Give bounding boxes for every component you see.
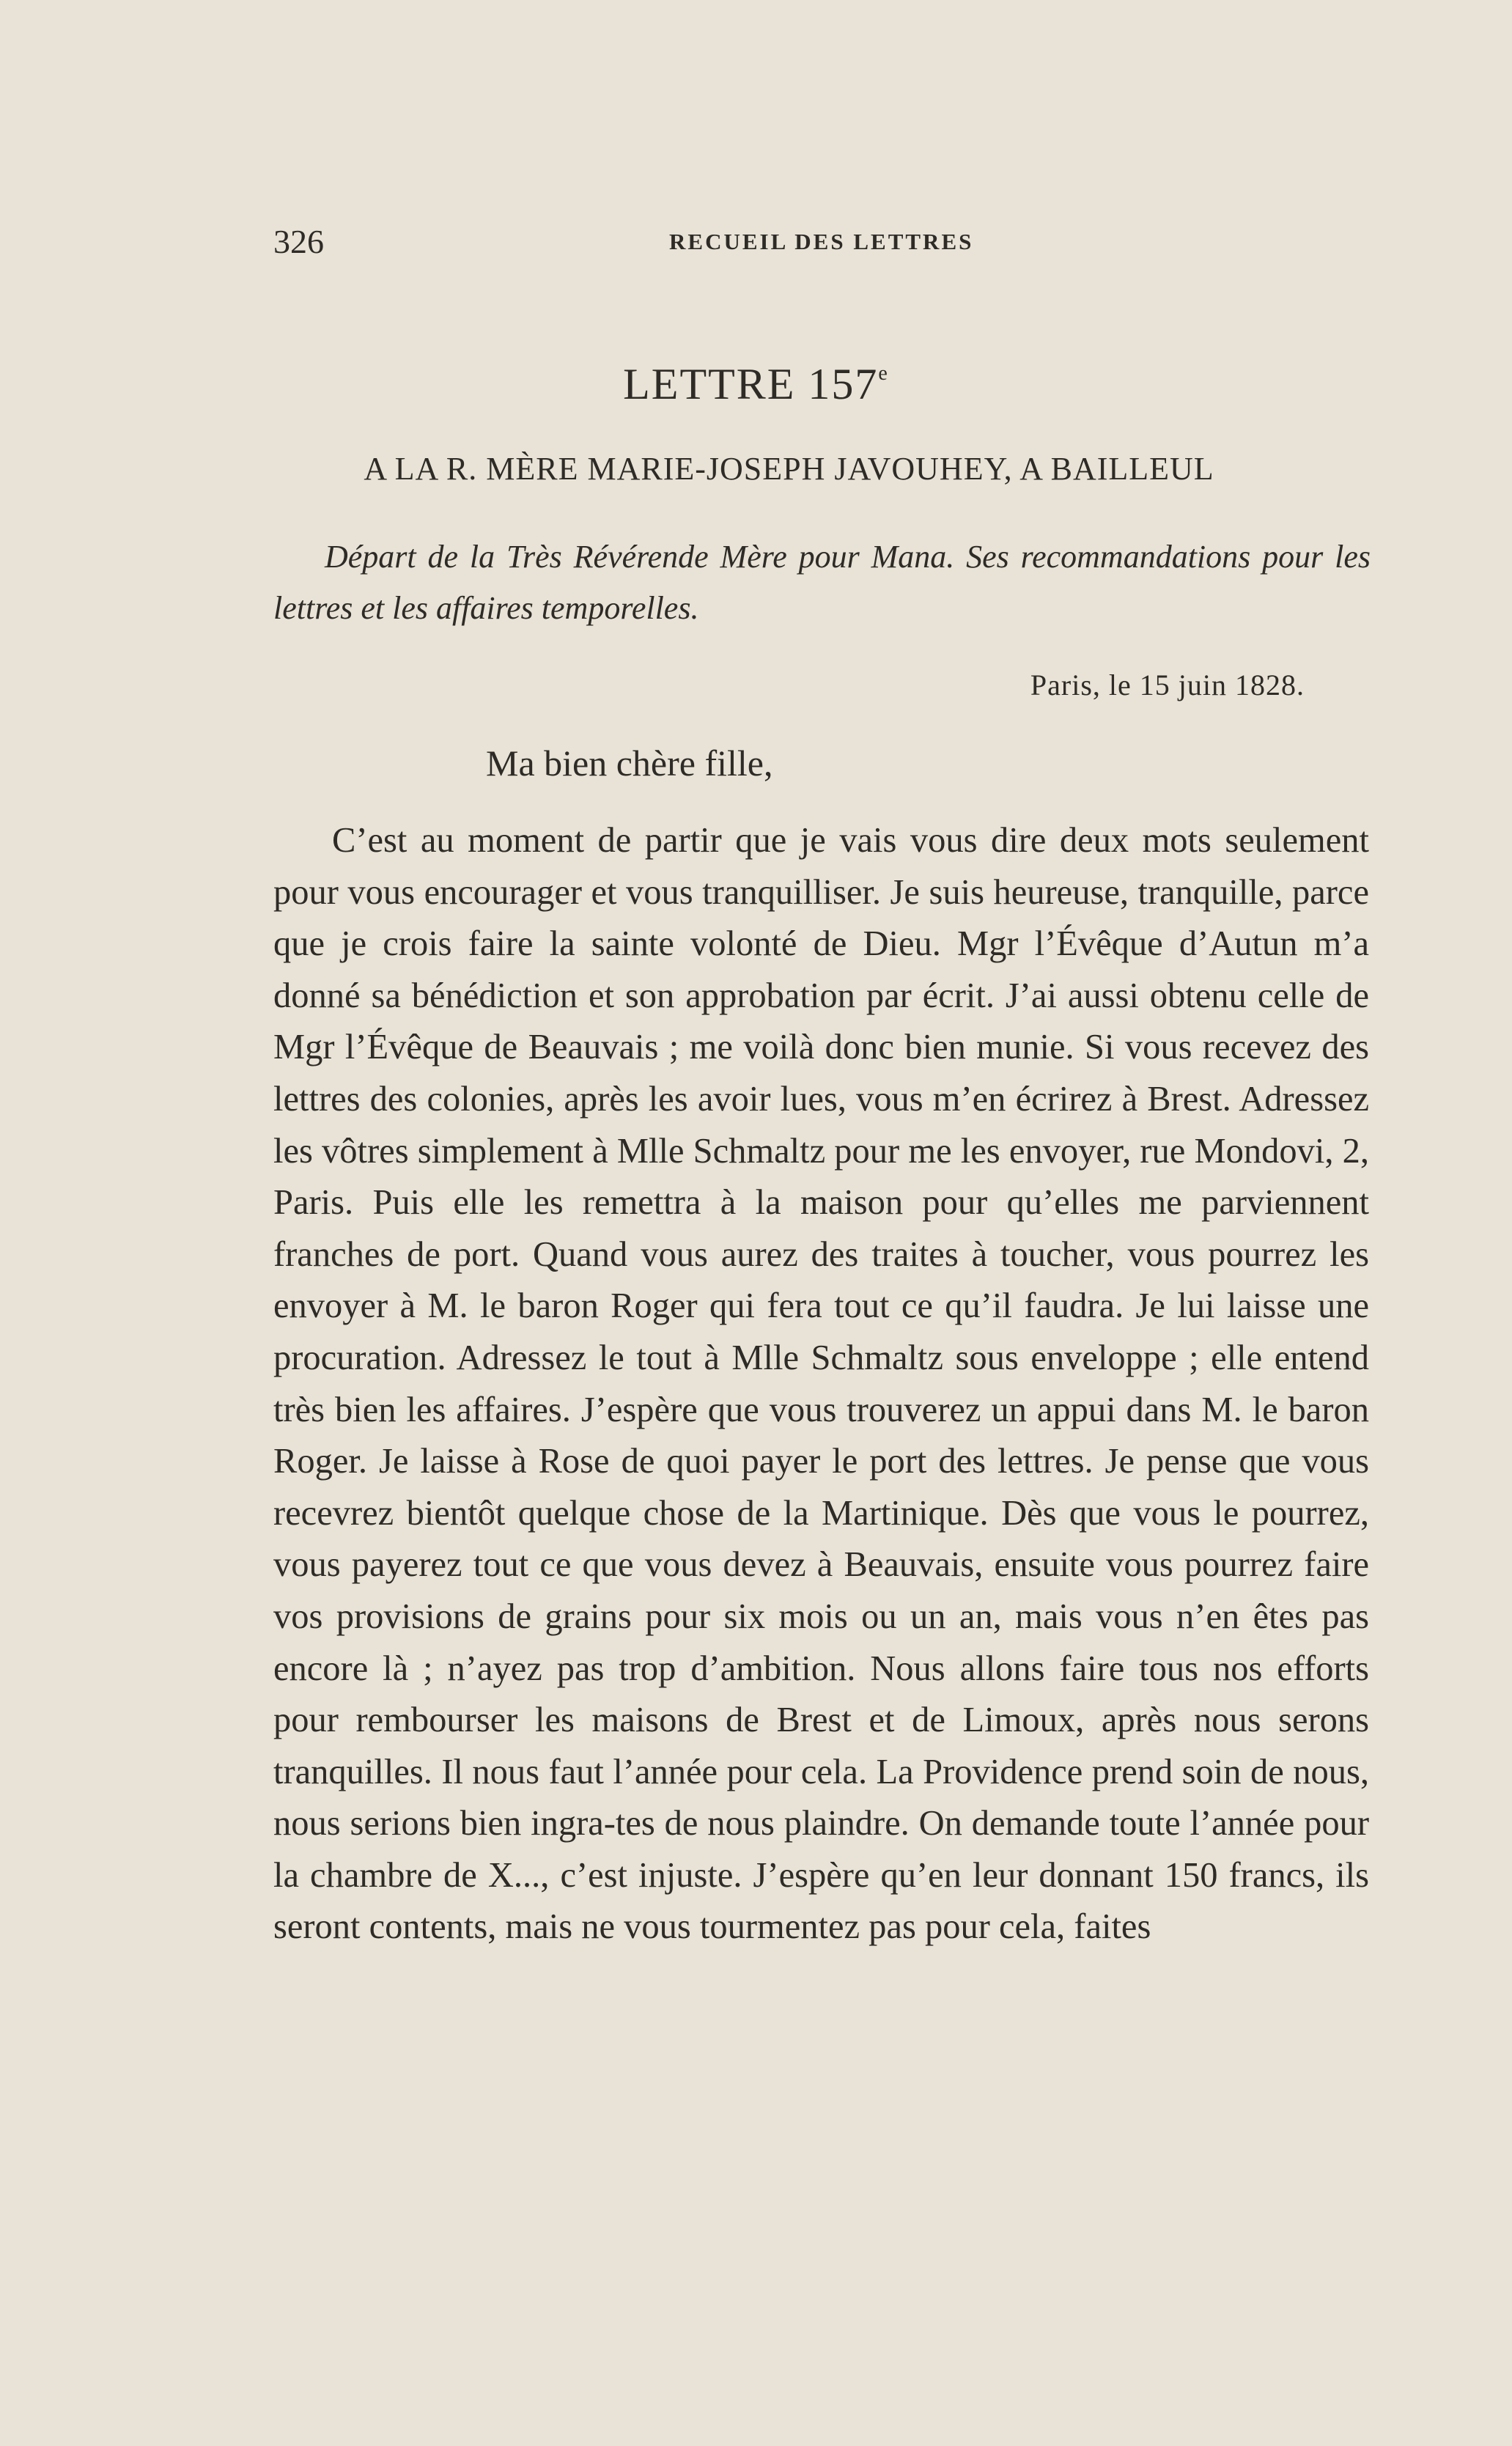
letter-dateline: Paris, le 15 juin 1828. <box>1030 668 1305 701</box>
letter-title <box>0 345 1512 413</box>
letter-summary: Départ de la Très Révérende Mère pour Mana. Ses recommandations pour les lettres et les affaires temporelles. <box>273 539 1371 626</box>
letter-title-suffix: e <box>878 362 889 385</box>
letter-recipient: A LA R. MÈRE MARIE-JOSEPH JAVOUHEY, A BAILLEUL <box>364 451 1214 487</box>
letter-body: C’est au moment de partir que je vais vous dire deux mots seulement pour vous encourager et vous tranquilliser. Je suis heureuse, tranquille, parce que je crois faire la sainte volonté de Dieu. Mgr l’Évêque d’Autun m’a donné sa bénédiction et son approbation par écrit. J’ai aussi obtenu celle de Mgr l’Évêque de Beauvais ; me voilà donc bien munie. Si vous recevez des lettres des colonies, après les avoir lues, vous m’en écrirez à Brest. Adressez les vôtres simplement à Mlle Schmaltz pour me les envoyer, rue Mondovi, 2, Paris. Puis elle les remettra à la maison pour qu’elles me parviennent franches de port. Quand vous aurez des traites à toucher, vous pourrez les envoyer à M. le baron Roger qui fera tout ce qu’il faudra. Je lui laisse une procuration. Adressez le tout à Mlle Schmaltz sous enveloppe ; elle entend très bien les affaires. J’espère que vous trouverez un appui dans M. le baron Roger. Je laisse à Rose de quoi payer le port des lettres. Je pense que vous recevrez bientôt quelque chose de la Martinique. Dès que vous le pourrez, vous payerez tout ce que vous devez à Beauvais, ensuite vous pourrez faire vos provisions de grains pour six mois ou un an, mais vous n’en êtes pas encore là ; n’ayez pas trop d’ambition. Nous allons faire tous nos efforts pour rembourser les maisons de Brest et de Limoux, après nous serons tranquilles. Il nous faut l’année pour cela. La Providence prend soin de nous, nous serions bien ingra-tes de nous plaindre. On demande toute l’année pour la chambre de X..., c’est injuste. J’espère qu’en leur donnant 150 francs, ils seront contents, mais ne vous tourmentez pas pour cela, faites <box>273 821 1369 1947</box>
letter-salutation: Ma bien chère fille, <box>486 743 773 784</box>
running-head <box>273 220 1365 264</box>
running-title: RECUEIL DES LETTRES <box>669 229 974 254</box>
page-number: 326 <box>273 223 324 260</box>
letter-title-text: LETTRE 157 <box>623 360 879 408</box>
